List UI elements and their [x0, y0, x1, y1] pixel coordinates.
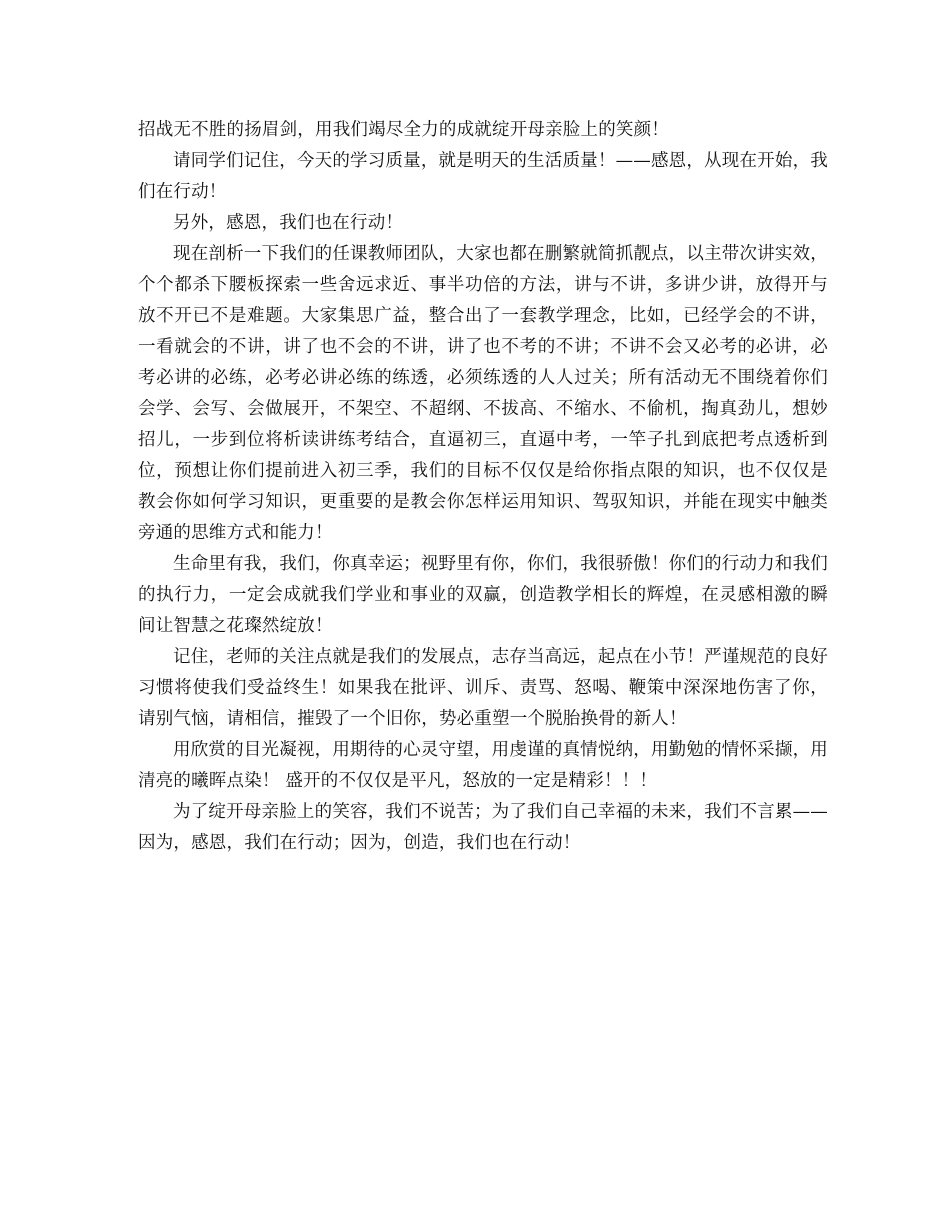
paragraph-6: 记住，老师的关注点就是我们的发展点，志存当高远，起点在小节！严谨规范的良好习惯将使我们受益终生！如果我在批评、训斥、责骂、怒喝、鞭策中深深地伤害了你，请别气恼，请相信，摧毁了一个旧你，势必重塑一个脱胎换骨的新人！ — [138, 647, 828, 729]
paragraph-1: 招战无不胜的扬眉剑，用我们竭尽全力的成就绽开母亲脸上的笑颜！ — [138, 120, 669, 140]
paragraph-8: 为了绽开母亲脸上的笑容，我们不说苦；为了我们自己幸福的未来，我们不言累——因为，感恩，我们在行动；因为，创造，我们也在行动！ — [138, 802, 828, 853]
document-body — [138, 115, 828, 859]
paragraph-4: 现在剖析一下我们的任课教师团队，大家也都在删繁就简抓靓点，以主带次讲实效， 个个都杀下腰板探索一些舍远求近、事半功倍的方法，讲与不讲，多讲少讲，放得开与放不开已不是难题。大家集思广益，整合出了一套教学理念，比如，已经学会的不讲，一看就会的不讲，讲了也不会的不讲，讲了也不考的不讲；不讲不会又必考的必讲，必考必讲的必练，必考必讲必练的练透，必须练透的人人过关；所有活动无不围绕着你们会学、会写、会做展开，不架空、不超纲、不拔高、不缩水、不偷机，掏真劲儿，想妙招儿，一步到位将析读讲练考结合，直逼初三，直逼中考，一竿子扎到底把考点透析到位，预想让你们提前进入初三季，我们的目标不仅仅是给你指点限的知识，也不仅仅是教会你如何学习知识，更重要的是教会你怎样运用知识、驾驭知识，并能在现实中触类旁通的思维方式和能力！ — [138, 244, 828, 543]
paragraph-2: 请同学们记住，今天的学习质量，就是明天的生活质量！——感恩，从现在开始，我们在行动！ — [138, 151, 828, 202]
paragraph-3: 另外，感恩，我们也在行动！ — [173, 213, 404, 233]
paragraph-7: 用欣赏的目光凝视，用期待的心灵守望，用虔谨的真情悦纳，用勤勉的情怀采撷，用清亮的曦晖点染！ 盛开的不仅仅是平凡，怒放的一定是精彩！！！ — [138, 740, 828, 791]
paragraph-5: 生命里有我，我们，你真幸运；视野里有你，你们，我很骄傲！你们的行动力和我们的执行力，一定会成就我们学业和事业的双赢，创造教学相长的辉煌，在灵感相激的瞬间让智慧之花璨然绽放！ — [138, 554, 828, 636]
